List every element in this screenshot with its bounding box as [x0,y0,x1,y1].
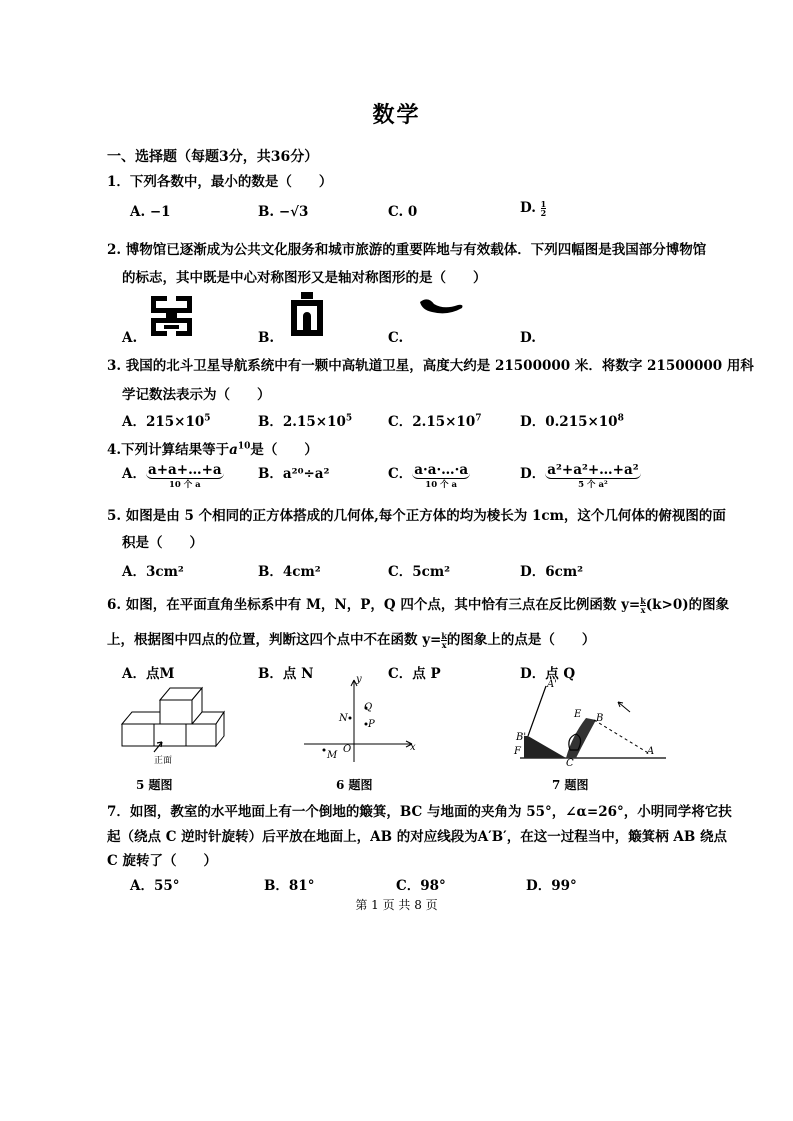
figure-5-caption: 5 题图 [136,778,173,792]
figure-6-coordinate-plane [300,676,420,766]
q4-option-a: A． a+a+…+a 10 个 a [122,462,222,490]
fig7-f: F [514,746,521,757]
q7-option-a: A．55° [130,878,180,894]
figure-6-caption: 6 题图 [336,778,373,792]
q4-stem: 4.下列计算结果等于$a^{10}$是（ ） [107,441,318,458]
figure-5-front-label: 正面 [154,756,173,766]
q2-line1: 2. 博物馆已逐渐成为公共文化服务和城市旅游的重要阵地与有效载体．下列四幅图是我国部分博物馆 [107,242,707,258]
q2-option-a: A. [122,330,138,346]
q5-option-a: A．3cm² [122,564,184,580]
fig6-y-label: y [356,674,362,685]
fig6-p-label: P [368,719,375,730]
q3-option-a: A．$215\times 10^5$ [122,413,211,430]
figure-5-cubes [120,684,230,764]
fig6-n-label: N [339,713,348,724]
q1-option-b: B. −√3 [258,204,309,220]
q7-line2: 起（绕点 C 逆时针旋转）后平放在地面上，AB 的对应线段为A′B′，在这一过程当中，簸箕柄 AB 绕点 [107,829,728,845]
q1-stem: 1．下列各数中，最小的数是（ ） [107,174,333,190]
q6-line2: 上，根据图中四点的位置，判断这四个点中不在函数 y= $\frac{k}{x}$ 的图象上的点是（ ） [107,631,596,650]
fig7-a: A [647,746,655,757]
q6-line1: 6. 如图，在平面直角坐标系中有 M，N，P，Q 四个点，其中恰有三点在反比例函数 y= $\frac{k}{x}$ (k>0)的图象 [107,596,730,615]
q2-line2: 的标志，其中既是中心对称图形又是轴对称图形的是（ ） [122,270,487,286]
museum-logo-b [287,292,327,338]
museum-logo-a [148,294,198,340]
q6-option-d: D．点 Q [520,666,576,682]
q1-option-c: C. 0 [388,204,418,220]
q5-option-b: B．4cm² [258,564,321,580]
q4-option-c: C． a·a·…·a 10 个 a [388,462,469,490]
q6-option-b: B．点 N [258,666,314,682]
q3-line1: 3. 我国的北斗卫星导航系统中有一颗中高轨道卫星，高度大约是 21500000 米．将数字 21500000 用科 [107,358,754,374]
fig6-x-label: x [410,742,416,753]
section-heading: 一、选择题（每题3分，共36分） [107,149,319,165]
page-title: 数学 [372,102,421,128]
q7-option-d: D．99° [526,878,577,894]
q7-option-b: B．81° [264,878,315,894]
q1-option-d: D. $\frac{1}{2}$ [520,199,547,218]
q5-line1: 5. 如图是由 5 个相同的正方体搭成的几何体,每个正方体的均为棱长为 1cm，这个几何体的俯视图的面 [107,508,726,524]
fig6-m-label: M [327,750,338,761]
fig6-origin-label: O [343,744,352,755]
fig7-b-prime: B' [516,732,527,743]
q4-option-d: D． a²+a²+…+a² 5 个 a² [520,462,639,490]
q3-option-d: D．$0.215\times 10^8$ [520,413,624,430]
q3-option-c: C．$2.15\times 10^7$ [388,413,482,430]
q5-option-d: D．6cm² [520,564,584,580]
fig7-e: E [574,709,582,720]
q4-option-b: B．a²⁰÷a² [258,466,330,482]
fig7-b: B [596,713,604,724]
q5-option-c: C．5cm² [388,564,451,580]
figure-7-dustpan [510,676,670,772]
q7-option-c: C．98° [396,878,446,894]
q5-line2: 积是（ ） [122,535,203,551]
fig7-c: C [566,758,574,769]
museum-logo-c [418,296,464,316]
q6-option-c: C．点 P [388,666,441,682]
q2-option-c: C. [388,330,404,346]
q7-line1: 7．如图，教室的水平地面上有一个倒地的簸箕，BC 与地面的夹角为 55°，∠α=26°，小明同学将它扶 [107,804,732,820]
q2-option-d: D. [520,330,536,346]
fig7-a-prime: A' [547,679,557,690]
q7-line3: C 旋转了（ ） [107,853,217,869]
q3-line2: 学记数法表示为（ ） [122,387,271,403]
figure-7-caption: 7 题图 [552,778,589,792]
q3-option-b: B．$2.15\times 10^5$ [258,413,353,430]
fig6-q-label: Q [364,702,373,713]
page-footer: 第 1 页 共 8 页 [355,898,438,912]
q1-option-a: A. −1 [130,204,171,220]
point-n [349,717,352,720]
q6-option-a: A．点M [122,666,175,682]
point-m [323,749,326,752]
q2-option-b: B. [258,330,275,346]
